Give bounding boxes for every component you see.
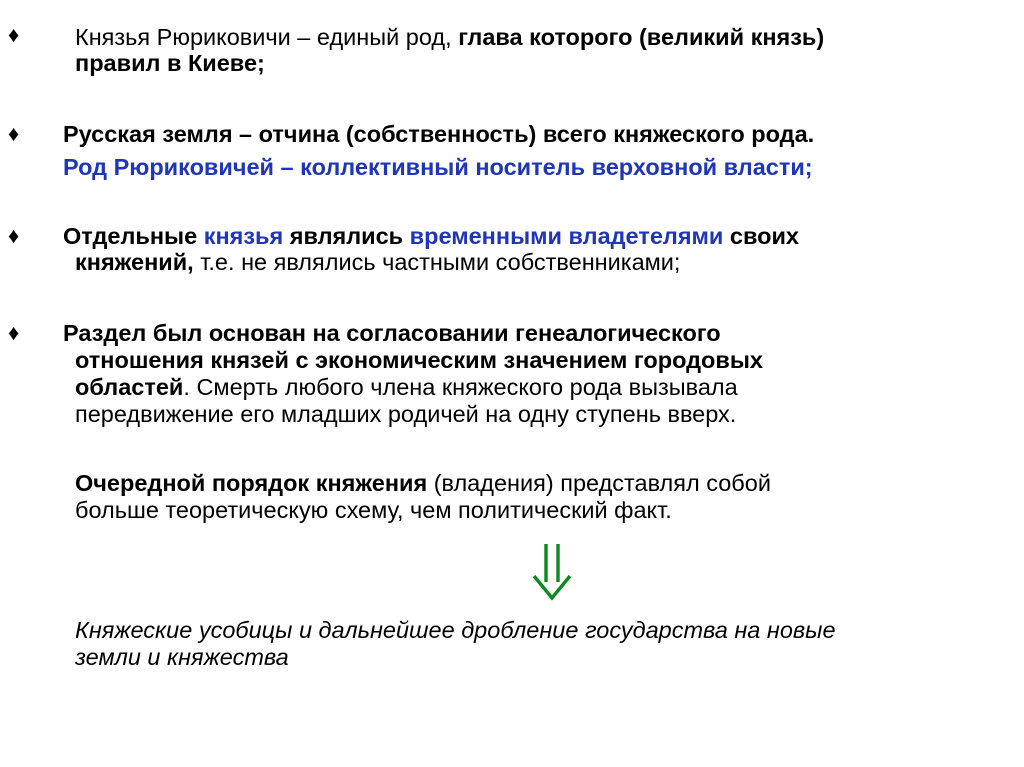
bullet-icon: ♦	[8, 121, 20, 146]
item-3-bold-c: своих	[723, 223, 799, 249]
item-1-text: Князья Рюриковичи – единый род,	[75, 24, 459, 50]
item-4-line-1: Раздел был основан на согласовании генеалогического	[63, 320, 721, 346]
item-4-bold-text: областей	[75, 374, 184, 400]
item-4-line-4: передвижение его младших родичей на одну ступень вверх.	[75, 401, 737, 427]
item-4-line-2: отношения князей с экономическим значением городовых	[75, 347, 763, 373]
item-1-line-1	[75, 24, 824, 50]
item-3-text: т.е. не являлись частными собственниками;	[193, 249, 681, 275]
order-bold-text: Очередной порядок княжения	[75, 470, 428, 496]
item-2-line-1: Русская земля – отчина (собственность) всего княжеского рода.	[63, 121, 815, 147]
item-3-bold-a: Отдельные	[63, 223, 204, 249]
item-3-line-1	[63, 223, 799, 249]
item-4-text: . Смерть любого члена княжеского рода вызывала	[183, 374, 738, 400]
item-1-line-2: правил в Киеве;	[75, 50, 265, 76]
item-3-bold-text: княжений,	[75, 249, 194, 275]
item-3-blue-b: временными владетелями	[409, 223, 724, 249]
item-3-blue-a: князья	[203, 223, 284, 249]
item-3-bold-b: являлись	[283, 223, 410, 249]
double-down-arrow-icon	[530, 542, 574, 602]
conclusion-line-2: земли и княжества	[75, 644, 289, 670]
order-paragraph-line-1	[75, 470, 771, 496]
order-text: (владения) представлял собой	[427, 470, 771, 496]
order-paragraph-line-2: больше теоретическую схему, чем политический факт.	[75, 497, 672, 523]
item-2-line-2: Род Рюриковичей – коллективный носитель верховной власти;	[63, 154, 813, 180]
item-3-line-2	[75, 249, 680, 275]
bullet-icon: ♦	[8, 223, 20, 248]
item-1-bold-text: глава которого (великий князь)	[458, 24, 825, 50]
bullet-icon: ♦	[8, 22, 20, 47]
bullet-icon: ♦	[8, 320, 20, 345]
item-4-line-3	[75, 374, 738, 400]
conclusion-line-1: Княжеские усобицы и дальнейшее дробление государства на новые	[75, 617, 836, 643]
